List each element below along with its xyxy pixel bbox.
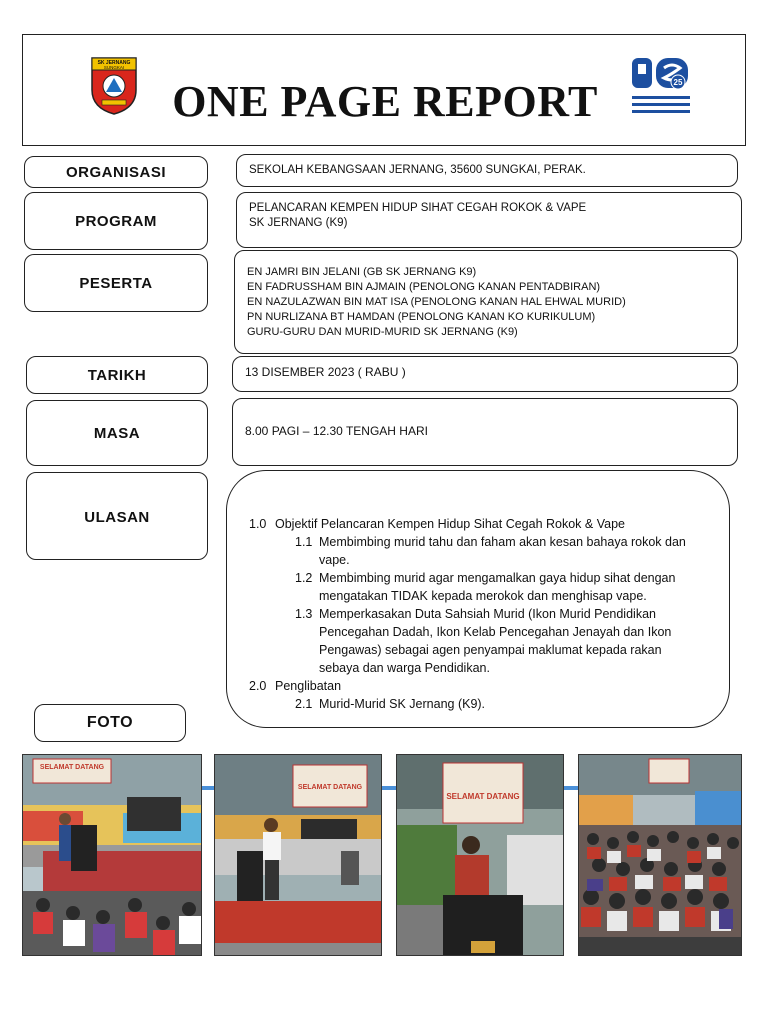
peserta-line: GURU-GURU DAN MURID-MURID SK JERNANG (K9) (247, 326, 518, 338)
item-text: Membimbing murid tahu dan faham akan kesan bahaya rokok dan vape. (319, 535, 686, 567)
section-number: 2.0 (249, 679, 267, 693)
organisasi-value: SEKOLAH KEBANGSAAN JERNANG, 35600 SUNGKAI, PERAK. (249, 164, 586, 176)
peserta-line: EN JAMRI BIN JELANI (GB SK JERNANG K9) (247, 266, 477, 278)
photo-connector-line (200, 786, 214, 790)
program-line: SK JERNANG (K9) (249, 217, 348, 229)
svg-text:SELAMAT DATANG: SELAMAT DATANG (39, 764, 105, 771)
organisasi-label: ORGANISASI (24, 156, 208, 188)
svg-text:SK JERNANG: SK JERNANG (97, 60, 131, 66)
peserta-line: EN FADRUSSHAM BIN AJMAIN (PENOLONG KANAN PENTADBIRAN) (247, 281, 601, 293)
item-text: Murid-Murid SK Jernang (K9). (319, 697, 486, 711)
ulasan-item (249, 533, 705, 569)
program-line: PELANCARAN KEMPEN HIDUP SIHAT CEGAH ROKOK & VAPE (249, 202, 587, 214)
event-photo-3 (396, 754, 564, 956)
peserta-line: EN NAZULAZWAN BIN MAT ISA (PENOLONG KANAN HAL EHWAL MURID) (247, 296, 626, 308)
item-number: 2.1 (295, 697, 313, 711)
ulasan-item (249, 569, 705, 605)
tarikh-value-box (232, 356, 738, 392)
ulasan-label (26, 472, 208, 560)
svg-text:SUNGKAI: SUNGKAI (103, 65, 125, 70)
school-crest-logo (88, 52, 140, 116)
peserta-line: PN NURLIZANA BT HAMDAN (PENOLONG KANAN KO KURIKULUM) (247, 311, 596, 323)
photo-connector-line (380, 786, 396, 790)
ulasan-box (226, 470, 730, 728)
svg-text:25: 25 (673, 78, 683, 87)
ulasan-item (249, 605, 705, 677)
page-title: ONE PAGE REPORT (172, 77, 598, 126)
ps25-logo (630, 56, 692, 120)
organisasi-value-box (236, 154, 738, 187)
event-photo-2 (214, 754, 382, 956)
peserta-label: PESERTA (24, 254, 208, 312)
program-label: PROGRAM (24, 192, 208, 250)
peserta-value-box (234, 250, 738, 354)
item-number: 1.2 (295, 571, 313, 585)
photo-connector-line (562, 786, 578, 790)
masa-label: MASA (26, 400, 208, 466)
item-number: 1.1 (295, 535, 313, 549)
ulasan-item (249, 695, 705, 713)
svg-text:SELAMAT DATANG: SELAMAT DATANG (297, 784, 363, 791)
item-text: Memperkasakan Duta Sahsiah Murid (Ikon Murid Pendidikan Pencegahan Dadah, Ikon Kelab Pencegahan Jenayah dan Ikon Pengawas) sebagai agen penyampai maklumat kepada rakan sebaya dan warga Pendidikan. (319, 607, 672, 675)
section-title: Objektif Pelancaran Kempen Hidup Sihat Cegah Rokok & Vape (275, 517, 625, 531)
masa-value: 8.00 PAGI – 12.30 TENGAH HARI (245, 424, 428, 438)
svg-text:SELAMAT DATANG: SELAMAT DATANG (446, 792, 520, 801)
foto-label: FOTO (34, 704, 186, 742)
item-text: Membimbing murid agar mengamalkan gaya hidup sihat dengan mengatakan TIDAK kepada merokok dan menghisap vape. (319, 571, 676, 603)
masa-value-box (232, 398, 738, 466)
tarikh-label: TARIKH (26, 356, 208, 394)
section-number: 1.0 (249, 517, 267, 531)
ulasan-label-text: ULASAN (84, 509, 150, 526)
tarikh-value: 13 DISEMBER 2023 ( RABU ) (245, 365, 406, 379)
section-heading (249, 677, 705, 695)
section-heading (249, 515, 705, 533)
program-value-box (236, 192, 742, 248)
item-number: 1.3 (295, 607, 313, 621)
event-photo-1 (22, 754, 202, 956)
event-photo-4 (578, 754, 742, 956)
section-title: Penglibatan (275, 679, 342, 693)
